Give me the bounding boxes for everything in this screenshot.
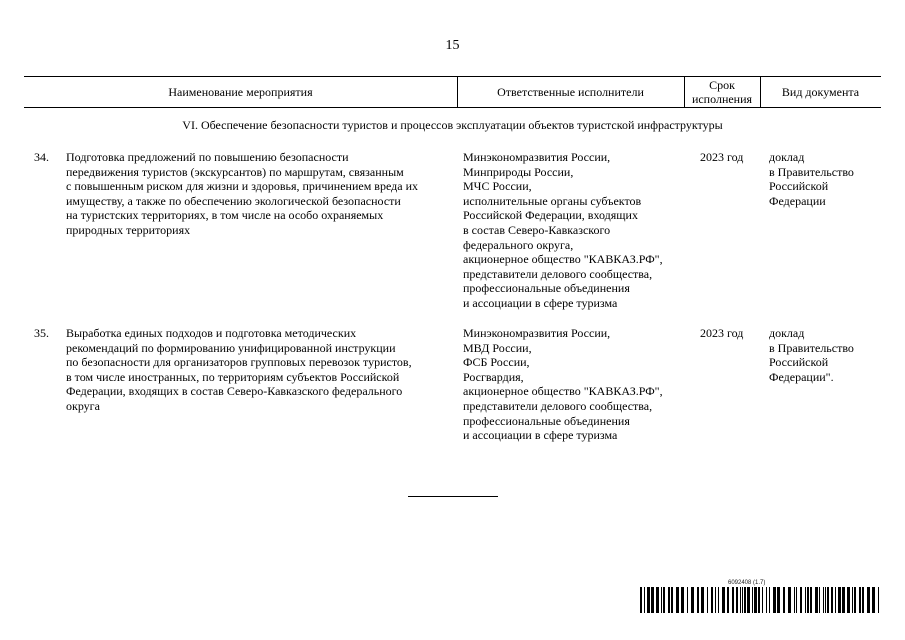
- barcode-bar: [810, 587, 812, 613]
- page-number: 15: [445, 38, 460, 53]
- barcode-bar: [847, 587, 850, 613]
- barcode-caption: 6092408 (1.7): [728, 580, 766, 586]
- header-executors: Ответственные исполнители: [497, 85, 644, 99]
- barcode-bar: [783, 587, 785, 613]
- barcode-bar: [872, 587, 875, 613]
- row-34-number: 34.: [34, 150, 49, 164]
- barcode-bar: [722, 587, 725, 613]
- barcode-bar: [796, 587, 797, 613]
- barcode-bar: [867, 587, 870, 613]
- barcode-bar: [715, 587, 716, 613]
- barcode-bar: [651, 587, 654, 613]
- barcode-bar: [742, 587, 743, 613]
- barcode-bar: [758, 587, 760, 613]
- barcode-bar: [852, 587, 853, 613]
- barcode-bar: [825, 587, 826, 613]
- barcode-bar: [788, 587, 791, 613]
- section-title: VI. Обеспечение безопасности туристов и процессов эксплуатации объектов туристской инфраструктуры: [182, 118, 723, 132]
- barcode-bar: [744, 587, 746, 613]
- barcode-bar: [777, 587, 780, 613]
- barcode-bar: [762, 587, 763, 613]
- barcode-bar: [747, 587, 750, 613]
- barcode-bar: [805, 587, 806, 613]
- barcode-bar: [676, 587, 679, 613]
- barcode-bar: [827, 587, 829, 613]
- barcode-bar: [727, 587, 729, 613]
- barcode-bar: [807, 587, 809, 613]
- barcode-bar: [831, 587, 833, 613]
- barcode-bar: [718, 587, 719, 613]
- barcode-bar: [707, 587, 708, 613]
- barcode-bar: [697, 587, 699, 613]
- barcode-bar: [766, 587, 767, 613]
- row-35-name: Выработка единых подходов и подготовка методических рекомендаций по формированию унифицированной инструкции по безопасности для организаторов групповых перевозок туристов, в том числе иностранных, по территориям субъектов Российской Федерации, входящих в состав Северо-Кавказского федерального округа: [66, 326, 412, 413]
- barcode-bar: [687, 587, 688, 613]
- barcode-bar: [701, 587, 704, 613]
- barcode-bar: [656, 587, 659, 613]
- barcode-bar: [862, 587, 864, 613]
- barcode-bar: [711, 587, 713, 613]
- barcode-bar: [640, 587, 642, 613]
- header-document: Вид документа: [781, 85, 860, 99]
- barcode-bar: [854, 587, 856, 613]
- row-35-number: 35.: [34, 326, 49, 340]
- barcode-bar: [819, 587, 820, 613]
- header-name: Наименование мероприятия: [168, 85, 313, 99]
- barcode-bar: [838, 587, 841, 613]
- barcode-bar: [859, 587, 861, 613]
- barcode-bar: [773, 587, 776, 613]
- row-34-executors: Минэкономразвития России, Минприроды России, МЧС России, исполнительные органы субъектов Российской Федерации, входящих в состав Северо-Кавказского федерального округа, акционерное общество "КАВКАЗ.РФ", представители делового сообщества, профессиональные объединения и ассоциации в сфере туризма: [463, 150, 663, 310]
- barcode-bar: [691, 587, 694, 613]
- barcode-bar: [732, 587, 734, 613]
- barcode-bar: [671, 587, 673, 613]
- barcode-bar: [815, 587, 818, 613]
- barcode-bar: [740, 587, 741, 613]
- barcode-bar: [842, 587, 845, 613]
- row-34-name: Подготовка предложений по повышению безопасности передвижения туристов (экскурсантов) по маршрутам, связанным с повышенным риском для жизни и здоровья, причинением вреда их имуществу, а также по обеспечению экологической безопасности на туристских территориях, в том числе на особо охраняемых природных территориях: [66, 150, 418, 237]
- row-35-executors: Минэкономразвития России, МВД России, ФСБ России, Росгвардия, акционерное общество "КАВКАЗ.РФ", представители делового сообщества, профессиональные объединения и ассоциации в сфере туризма: [463, 326, 663, 443]
- barcode-bar: [769, 587, 770, 613]
- barcode-bar: [754, 587, 757, 613]
- barcode-bar: [661, 587, 662, 613]
- barcode-bar: [644, 587, 645, 613]
- barcode-bar: [794, 587, 795, 613]
- barcode-bar: [752, 587, 753, 613]
- barcode-bar: [736, 587, 738, 613]
- barcode-bar: [647, 587, 650, 613]
- barcode-bar: [878, 587, 879, 613]
- barcode-bar: [835, 587, 836, 613]
- barcode: [640, 587, 881, 613]
- row-35-document: доклад в Правительство Российской Федерации".: [769, 326, 854, 384]
- row-35-term: 2023 год: [700, 326, 744, 340]
- header-term: Срок исполнения: [691, 78, 753, 106]
- row-34-document: доклад в Правительство Российской Федерации: [769, 150, 854, 208]
- barcode-bar: [823, 587, 824, 613]
- barcode-bar: [668, 587, 670, 613]
- table-header-bottom-rule: [24, 107, 881, 108]
- barcode-bar: [681, 587, 684, 613]
- barcode-bar: [800, 587, 802, 613]
- row-34-term: 2023 год: [700, 150, 744, 164]
- end-of-document-rule: [408, 496, 498, 497]
- barcode-bar: [663, 587, 665, 613]
